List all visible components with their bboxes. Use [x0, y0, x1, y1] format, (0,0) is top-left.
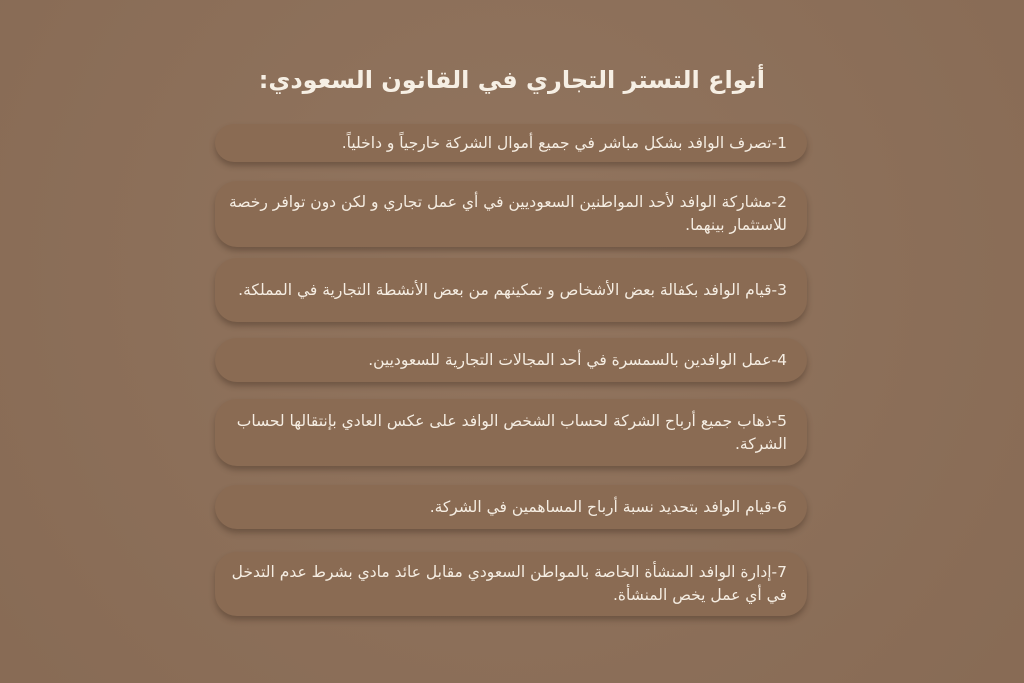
list-item-text: 7-إدارة الوافد المنشأة الخاصة بالمواطن السعودي مقابل عائد مادي بشرط عدم التدخل في أي عمل يخص المنشأة.: [231, 563, 787, 604]
list-item: [215, 258, 807, 322]
list-item-text: 6-قيام الوافد بتحديد نسبة أرباح المساهمين في الشركة.: [429, 497, 787, 516]
list-item-text: 2-مشاركة الوافد لأحد المواطنين السعوديين في أي عمل تجاري و لكن دون توافر رخصة للاستثمار بينهما.: [229, 193, 787, 234]
list-item: [215, 124, 807, 162]
list-item-text: 3-قيام الوافد بكفالة بعض الأشخاص و تمكينهم من بعض الأنشطة التجارية في المملكة.: [238, 280, 787, 299]
page-title: أنواع التستر التجاري في القانون السعودي:: [258, 66, 765, 94]
list-item-text: 4-عمل الوافدين بالسمسرة في أحد المجالات التجارية للسعوديين.: [368, 350, 787, 369]
list-item: [215, 399, 807, 466]
list-item-text: 5-ذهاب جميع أرباح الشركة لحساب الشخص الوافد على عكس العادي بإنتقالها لحساب الشركة.: [236, 411, 787, 453]
list-item: [215, 485, 807, 529]
list-item: [215, 338, 807, 382]
list-item-text: 1-تصرف الوافد بشكل مباشر في جميع أموال الشركة خارجياً و داخلياً.: [341, 133, 787, 152]
list-item: [215, 181, 807, 247]
list-item: [215, 552, 807, 616]
